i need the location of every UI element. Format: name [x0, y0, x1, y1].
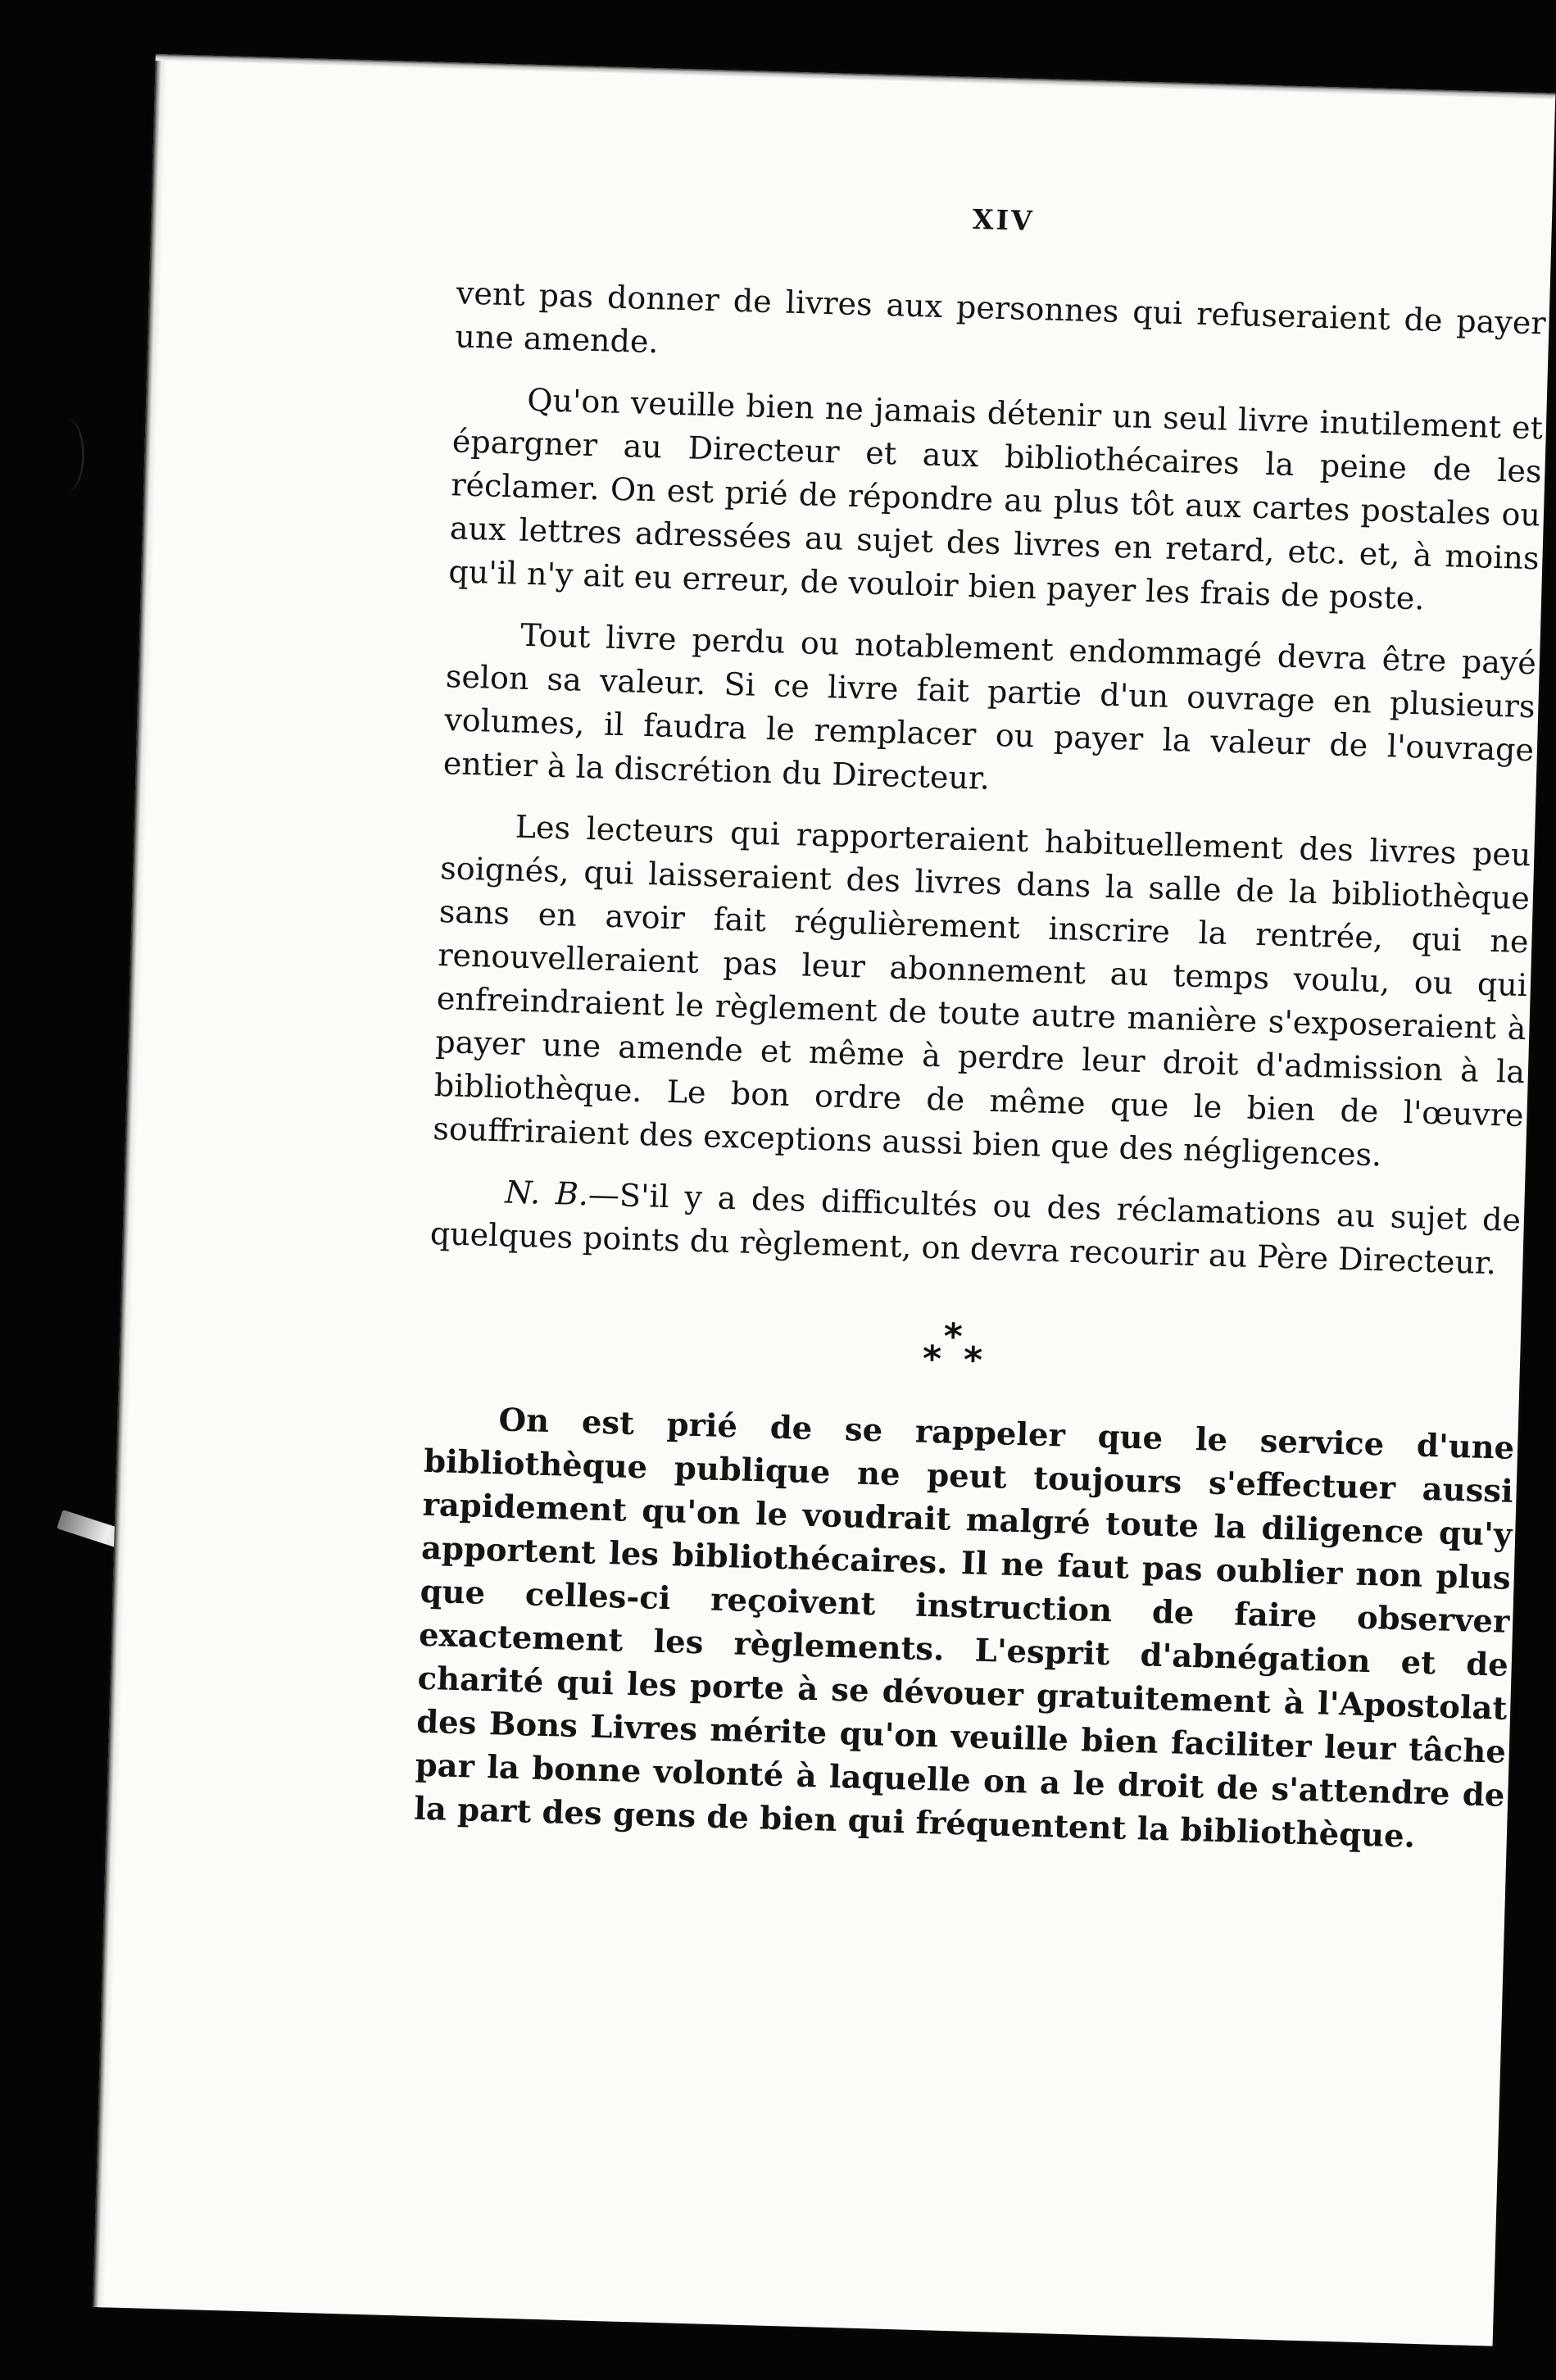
- paragraph-return-books: Qu'on veuille bien ne jamais détenir un seul livre inutilement et épargner au Directeur et aux bibliothécaires la peine de les réclamer. On est prié de répondre au plus tôt aux cartes postales ou aux lettres adressées au sujet des livres en retard, etc. et, à moins qu'il n'y ait eu erreur, de vouloir bien payer les frais de poste.: [447, 381, 1544, 617]
- paragraph-closing-appeal: On est prié de se rappeler que le service d'une bibliothèque publique ne peut toujours s'effectuer aussi rapidement qu'on le voudrait malgré toute la diligence qu'y apportent les bibliothécaires. Il ne faut pas oublier non plus que celles-ci reçoivent instruction de faire observer exactement les règlements. L'esprit d'abnégation et de charité qui les porte à se dévouer gratuitement à l'Apostolat des Bons Livres mérite qu'on veuille bien faciliter leur tâche par la bonne volonté à laquelle on a le droit de s'attendre de la part des gens de bien qui fréquentent la bibliothèque.: [413, 1401, 1515, 1855]
- note-label: N. B.: [504, 1174, 589, 1213]
- margin-smudge: [49, 418, 84, 492]
- asterisk-left: *: [922, 1338, 942, 1381]
- paragraph-penalties: Les lecteurs qui rapporteraient habituellement des livres peu soignés, qui laisseraient des livres dans la salle de la bibliothèque sans en avoir fait régulièrement inscrire la rentrée, qui ne renouvelleraient pas leur abonnement au temps voulu, ou qui enfreindraient le règlement de toute autre manière s'exposeraient à payer une amende et même à perdre leur droit d'admission à la bibliothèque. Le bon ordre de même que le bien de l'œuvre souffriraient des exceptions aussi bien que des négligences.: [432, 808, 1531, 1174]
- asterisk-right: *: [963, 1339, 983, 1382]
- document-page: [93, 54, 1555, 2346]
- paragraph-continuation: vent pas donner de livres aux personnes qui refuseraient de payer une amende.: [454, 275, 1547, 361]
- body-text: [413, 202, 1547, 1878]
- paragraph-lost-books: Tout livre perdu ou notablement endommagé devra être payé selon sa valeur. Si ce livre fait partie d'un ouvrage en plusieurs volumes, il faudra le remplacer ou payer la valeur de l'ouvrage entier à la discrétion du Directeur.: [442, 616, 1537, 797]
- page-top-edge: [156, 54, 1556, 100]
- note-text: —S'il y a des difficultés ou des réclamations au sujet de quelques points du règlement, on devra recourir au Père Directeur.: [429, 1176, 1522, 1282]
- asterisk-top: *: [942, 1315, 964, 1359]
- page-left-edge: [93, 54, 169, 2307]
- page-number: XIV: [972, 202, 1036, 238]
- note-paragraph: [429, 1169, 1521, 1286]
